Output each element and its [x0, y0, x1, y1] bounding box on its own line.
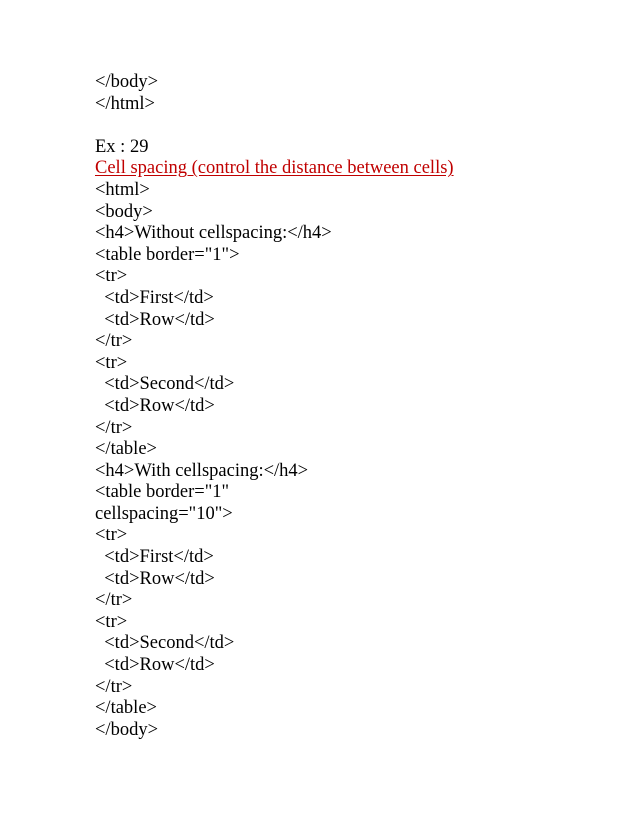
code-line: </tr> [95, 417, 133, 438]
code-line: <td>Row</td> [95, 395, 215, 416]
code-line: <body> [95, 201, 153, 222]
code-line: <table border="1" [95, 482, 230, 503]
code-line: </html> [95, 93, 155, 114]
code-line: <table border="1"> [95, 244, 240, 265]
code-line: <td>Second</td> [95, 633, 235, 654]
code-line: </body> [95, 72, 159, 92]
code-line: <h4>With cellspacing:</h4> [95, 460, 309, 481]
code-line: </tr> [95, 331, 133, 352]
code-line: </tr> [95, 590, 133, 611]
code-line: <td>Second</td> [95, 374, 235, 395]
example-label: Ex : 29 [95, 136, 149, 157]
code-line: <tr> [95, 611, 128, 632]
code-line: <td>Row</td> [95, 309, 215, 330]
code-line: </tr> [95, 676, 133, 697]
code-line: <td>First</td> [95, 287, 214, 308]
code-line: </table> [95, 439, 157, 460]
code-line: <html> [95, 179, 150, 200]
code-line: <h4>Without cellspacing:</h4> [95, 223, 332, 244]
code-line: </body> [95, 719, 159, 740]
code-line: </table> [95, 698, 157, 719]
code-line: <tr> [95, 266, 128, 287]
blank-line [95, 115, 615, 137]
code-line: cellspacing="10"> [95, 503, 233, 524]
document-content [95, 72, 615, 741]
code-line: <td>Row</td> [95, 655, 215, 676]
code-line: <tr> [95, 525, 128, 546]
code-line: <td>Row</td> [95, 568, 215, 589]
section-heading: Cell spacing (control the distance between cells) [95, 158, 454, 179]
code-line: <td>First</td> [95, 547, 214, 568]
code-line: <tr> [95, 352, 128, 373]
